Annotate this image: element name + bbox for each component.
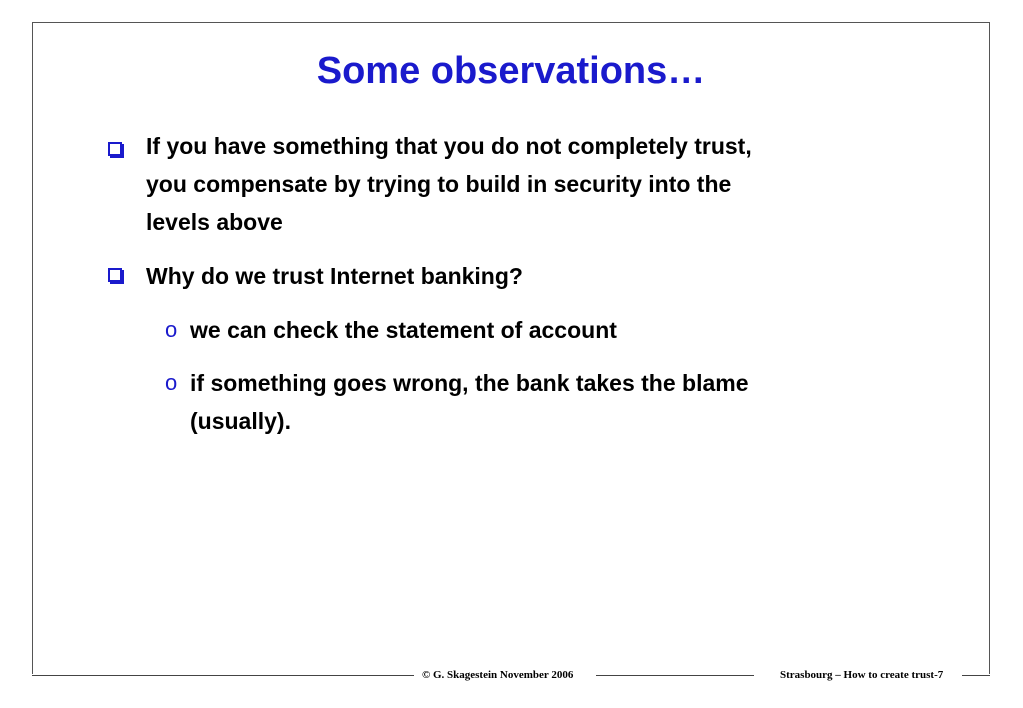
bullet-1-line-2: you compensate by trying to build in security into the — [146, 171, 732, 197]
footer-page-label: Strasbourg – How to create trust-7 — [780, 669, 944, 681]
bullet-2-line-1: Why do we trust Internet banking? — [146, 263, 523, 289]
bullet-1-line-3: levels above — [146, 209, 283, 235]
sub-bullet-1 — [190, 311, 870, 349]
checkbox-bullet-icon — [108, 268, 122, 282]
sub-bullet-1-line-1: we can check the statement of account — [190, 317, 617, 343]
footer-divider-left — [32, 675, 414, 676]
circle-bullet-icon: o — [165, 370, 178, 395]
bullet-1 — [146, 127, 866, 241]
bullet-1-line-1: If you have something that you do not completely trust, — [146, 133, 752, 159]
checkbox-bullet-icon — [108, 142, 122, 156]
circle-bullet-icon: o — [165, 317, 178, 342]
sub-bullet-2-line-2: (usually). — [190, 408, 291, 434]
footer-divider-right — [962, 675, 990, 676]
slide-title: Some observations… — [316, 50, 706, 92]
sub-bullet-2 — [190, 364, 870, 440]
sub-bullet-2-line-1: if something goes wrong, the bank takes the blame — [190, 370, 749, 396]
footer-divider-middle — [596, 675, 754, 676]
footer-copyright: © G. Skagestein November 2006 — [422, 669, 574, 681]
bullet-2 — [146, 257, 866, 295]
